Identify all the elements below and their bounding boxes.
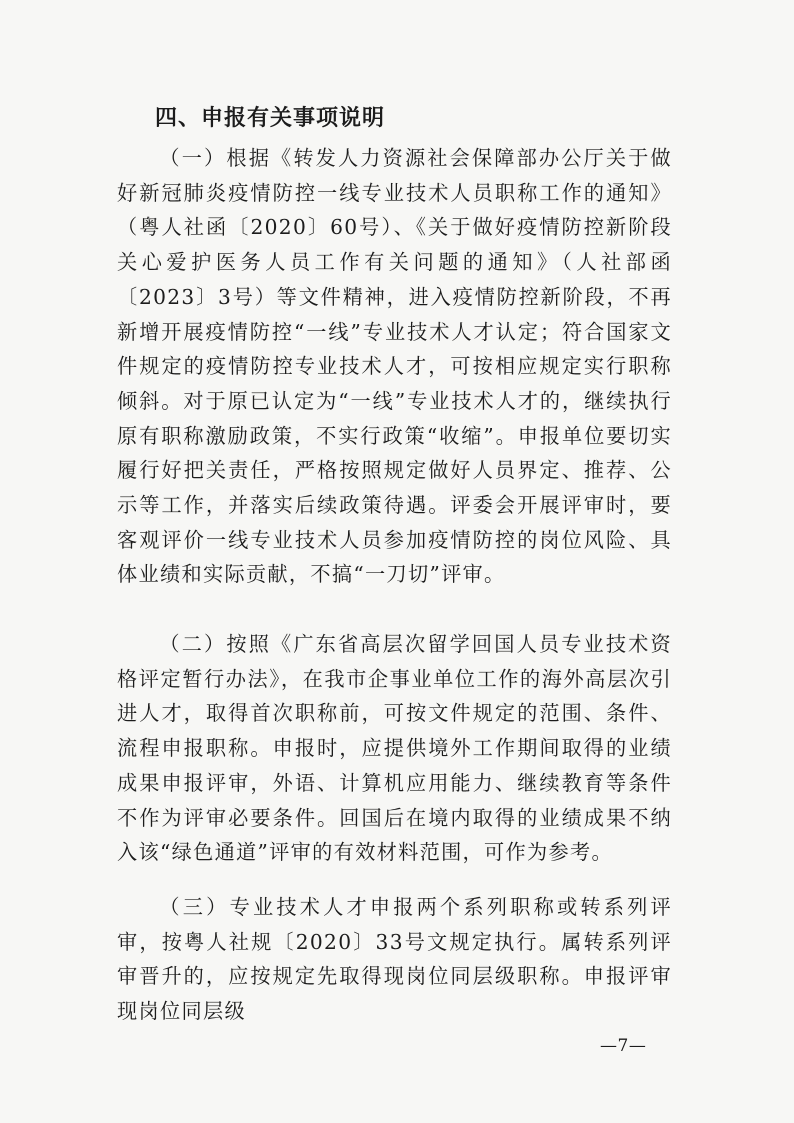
section-heading: 四、申报有关事项说明 xyxy=(155,106,386,131)
page-number: —7— xyxy=(600,1036,647,1056)
paragraph-2: （二）按照《广东省高层次留学回国人员专业技术资格评定暂行办法》，在我市企事业单位工作的海外高层次引进人才，取得首次职称前，可按文件规定的范围、条件、流程申报职称。申报时，应提供境外工作期间取得的业绩成果申报评审，外语、计算机应用能力、继续教育等条件不作为评审必要条件。回国后在境内取得的业绩成果不纳入该“绿色通道”评审的有效材料范围，可作为参考。 xyxy=(117,632,672,865)
paragraph-1: （一）根据《转发人力资源社会保障部办公厅关于做好新冠肺炎疫情防控一线专业技术人员职称工作的通知》（粤人社函〔2020〕60号）、《关于做好疫情防控新阶段关心爱护医务人员工作有关问题的通知》（人社部函〔2023〕3号）等文件精神，进入疫情防控新阶段，不再新增开展疫情防控“一线”专业技术人才认定；符合国家文件规定的疫情防控专业技术人才，可按相应规定实行职称倾斜。对于原已认定为“一线”专业技术人才的，继续执行原有职称激励政策，不实行政策“收缩”。申报单位要切实履行好把关责任，严格按照规定做好人员界定、推荐、公示等工作，并落实后续政策待遇。评委会开展评审时，要客观评价一线专业技术人员参加疫情防控的岗位风险、具体业绩和实际贡献，不搞“一刀切”评审。 xyxy=(117,146,672,587)
paragraph-3: （三）专业技术人才申报两个系列职称或转系列评审，按粤人社规〔2020〕33号文规定执行。属转系列评审晋升的，应按规定先取得现岗位同层级职称。申报评审现岗位同层级 xyxy=(117,895,672,1024)
